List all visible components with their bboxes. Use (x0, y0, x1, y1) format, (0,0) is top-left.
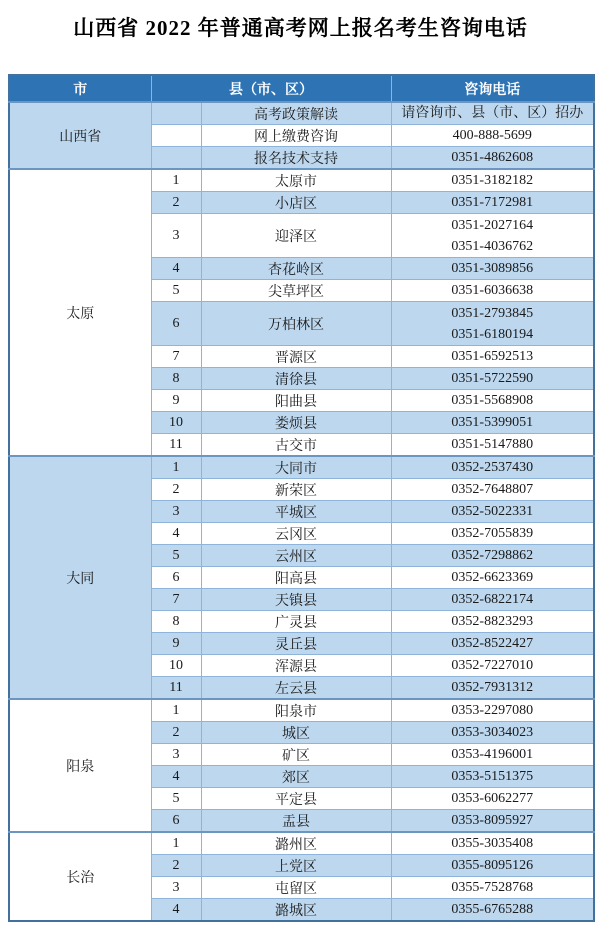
row-number-cell: 5 (151, 788, 201, 810)
phone-number: 0352-7931312 (451, 680, 534, 695)
row-number-cell: 5 (151, 545, 201, 567)
row-number-cell: 2 (151, 722, 201, 744)
table-row (9, 456, 594, 479)
phone-cell (391, 567, 594, 589)
row-number-cell (151, 125, 201, 147)
phone-cell (391, 633, 594, 655)
table-row (9, 832, 594, 855)
county-cell: 城区 (201, 722, 391, 744)
county-cell: 平城区 (201, 501, 391, 523)
phone-number: 0353-8095927 (451, 813, 534, 828)
phone-cell (391, 102, 594, 125)
row-number-cell: 4 (151, 523, 201, 545)
row-number-cell: 8 (151, 611, 201, 633)
phone-number: 0351-4862608 (451, 150, 534, 165)
phone-number: 0351-2793845 (451, 305, 534, 321)
phone-number: 0355-8095126 (451, 858, 534, 873)
phone-cell (391, 899, 594, 922)
county-cell: 灵丘县 (201, 633, 391, 655)
phone-cell (391, 877, 594, 899)
phone-cell (391, 280, 594, 302)
phone-cell (391, 832, 594, 855)
phone-number: 0353-4196001 (451, 747, 534, 762)
city-cell: 大同 (9, 456, 151, 699)
phone-number: 请咨询市、县（市、区）招办 (401, 106, 584, 121)
phone-cell (391, 125, 594, 147)
row-number-cell: 1 (151, 169, 201, 192)
phone-number: 0352-5022331 (451, 504, 534, 519)
county-cell: 阳曲县 (201, 390, 391, 412)
phone-cell (391, 810, 594, 833)
phone-cell (391, 788, 594, 810)
table-header-row (9, 75, 594, 102)
phone-number: 0355-7528768 (451, 880, 534, 895)
county-cell: 潞城区 (201, 899, 391, 922)
county-cell: 网上缴费咨询 (201, 125, 391, 147)
phone-cell (391, 192, 594, 214)
phone-cell (391, 766, 594, 788)
phone-number: 0351-4036762 (451, 238, 534, 254)
row-number-cell (151, 147, 201, 170)
county-cell: 迎泽区 (201, 214, 391, 258)
county-cell: 左云县 (201, 677, 391, 700)
phone-number: 0351-6592513 (451, 349, 534, 364)
county-cell: 郊区 (201, 766, 391, 788)
county-cell: 矿区 (201, 744, 391, 766)
city-cell: 山西省 (9, 102, 151, 169)
table-header-county: 县（市、区） (151, 75, 391, 102)
phone-cell (391, 169, 594, 192)
phone-number: 0353-2297080 (451, 703, 534, 718)
phone-number: 0352-2537430 (451, 460, 534, 475)
table-header-phone: 咨询电话 (391, 75, 594, 102)
county-cell: 尖草坪区 (201, 280, 391, 302)
row-number-cell: 1 (151, 832, 201, 855)
phone-number: 0355-3035408 (451, 836, 534, 851)
phone-number: 0351-6180194 (451, 326, 534, 342)
row-number-cell: 1 (151, 456, 201, 479)
row-number-cell: 8 (151, 368, 201, 390)
county-cell: 云州区 (201, 545, 391, 567)
row-number-cell: 3 (151, 214, 201, 258)
phone-number: 0352-6822174 (451, 592, 534, 607)
phone-cell (391, 456, 594, 479)
county-cell: 阳泉市 (201, 699, 391, 722)
phone-number: 0352-8522427 (451, 636, 534, 651)
table-header (9, 75, 594, 102)
phone-table (8, 74, 595, 922)
row-number-cell: 7 (151, 346, 201, 368)
row-number-cell: 11 (151, 677, 201, 700)
phone-cell (391, 655, 594, 677)
phone-number: 0351-3089856 (451, 261, 534, 276)
row-number-cell: 10 (151, 412, 201, 434)
phone-number: 0353-3034023 (451, 725, 534, 740)
phone-cell (391, 699, 594, 722)
county-cell: 潞州区 (201, 832, 391, 855)
county-cell: 清徐县 (201, 368, 391, 390)
phone-number: 0351-2027164 (451, 217, 534, 233)
row-number-cell: 6 (151, 302, 201, 346)
row-number-cell (151, 102, 201, 125)
row-number-cell: 7 (151, 589, 201, 611)
page-title: 山西省 2022 年普通高考网上报名考生咨询电话 (73, 16, 528, 40)
phone-number: 0351-5147880 (451, 437, 534, 452)
city-cell: 太原 (9, 169, 151, 456)
county-cell: 云冈区 (201, 523, 391, 545)
phone-number: 0355-6765288 (451, 902, 534, 917)
county-cell: 浑源县 (201, 655, 391, 677)
phone-cell (391, 434, 594, 457)
county-cell: 上党区 (201, 855, 391, 877)
phone-cell (391, 501, 594, 523)
phone-cell (391, 412, 594, 434)
phone-cell (391, 258, 594, 280)
row-number-cell: 10 (151, 655, 201, 677)
county-cell: 盂县 (201, 810, 391, 833)
row-number-cell: 4 (151, 766, 201, 788)
county-cell: 娄烦县 (201, 412, 391, 434)
phone-cell (391, 368, 594, 390)
county-cell: 高考政策解读 (201, 102, 391, 125)
phone-cell (391, 302, 594, 346)
county-cell: 太原市 (201, 169, 391, 192)
phone-number: 0351-5722590 (451, 371, 534, 386)
phone-number: 0352-7298862 (451, 548, 534, 563)
row-number-cell: 4 (151, 899, 201, 922)
county-cell: 平定县 (201, 788, 391, 810)
phone-number: 0351-3182182 (451, 173, 534, 188)
phone-number: 0351-5399051 (451, 415, 534, 430)
table-row (9, 699, 594, 722)
phone-number: 0353-6062277 (451, 791, 534, 806)
county-cell: 小店区 (201, 192, 391, 214)
phone-number: 0352-7648807 (451, 482, 534, 497)
row-number-cell: 11 (151, 434, 201, 457)
phone-cell (391, 214, 594, 258)
phone-cell (391, 390, 594, 412)
county-cell: 新荣区 (201, 479, 391, 501)
phone-number: 0351-7172981 (451, 195, 534, 210)
phone-cell (391, 611, 594, 633)
row-number-cell: 9 (151, 633, 201, 655)
county-cell: 晋源区 (201, 346, 391, 368)
phone-cell (391, 855, 594, 877)
county-cell: 阳高县 (201, 567, 391, 589)
phone-number: 0351-6036638 (451, 283, 534, 298)
county-cell: 天镇县 (201, 589, 391, 611)
table-row (9, 102, 594, 125)
phone-cell (391, 677, 594, 700)
county-cell: 杏花岭区 (201, 258, 391, 280)
row-number-cell: 5 (151, 280, 201, 302)
phone-number: 0352-6623369 (451, 570, 534, 585)
county-cell: 屯留区 (201, 877, 391, 899)
row-number-cell: 6 (151, 567, 201, 589)
city-cell: 长治 (9, 832, 151, 921)
phone-number: 0352-7227010 (451, 658, 534, 673)
phone-cell (391, 147, 594, 170)
row-number-cell: 2 (151, 855, 201, 877)
phone-cell (391, 479, 594, 501)
row-number-cell: 1 (151, 699, 201, 722)
county-cell: 古交市 (201, 434, 391, 457)
phone-number: 0352-7055839 (451, 526, 534, 541)
phone-cell (391, 744, 594, 766)
row-number-cell: 2 (151, 192, 201, 214)
row-number-cell: 2 (151, 479, 201, 501)
row-number-cell: 6 (151, 810, 201, 833)
phone-cell (391, 722, 594, 744)
phone-cell (391, 346, 594, 368)
phone-cell (391, 589, 594, 611)
row-number-cell: 3 (151, 501, 201, 523)
table-body (9, 102, 594, 921)
county-cell: 大同市 (201, 456, 391, 479)
row-number-cell: 9 (151, 390, 201, 412)
phone-number: 0352-8823293 (451, 614, 534, 629)
phone-cell (391, 545, 594, 567)
phone-number: 0353-5151375 (451, 769, 534, 784)
row-number-cell: 3 (151, 877, 201, 899)
phone-cell (391, 523, 594, 545)
phone-number: 400-888-5699 (452, 128, 532, 143)
county-cell: 广灵县 (201, 611, 391, 633)
table-header-city: 市 (9, 75, 151, 102)
table-row (9, 169, 594, 192)
city-cell: 阳泉 (9, 699, 151, 832)
row-number-cell: 3 (151, 744, 201, 766)
county-cell: 报名技术支持 (201, 147, 391, 170)
row-number-cell: 4 (151, 258, 201, 280)
county-cell: 万柏林区 (201, 302, 391, 346)
phone-number: 0351-5568908 (451, 393, 534, 408)
